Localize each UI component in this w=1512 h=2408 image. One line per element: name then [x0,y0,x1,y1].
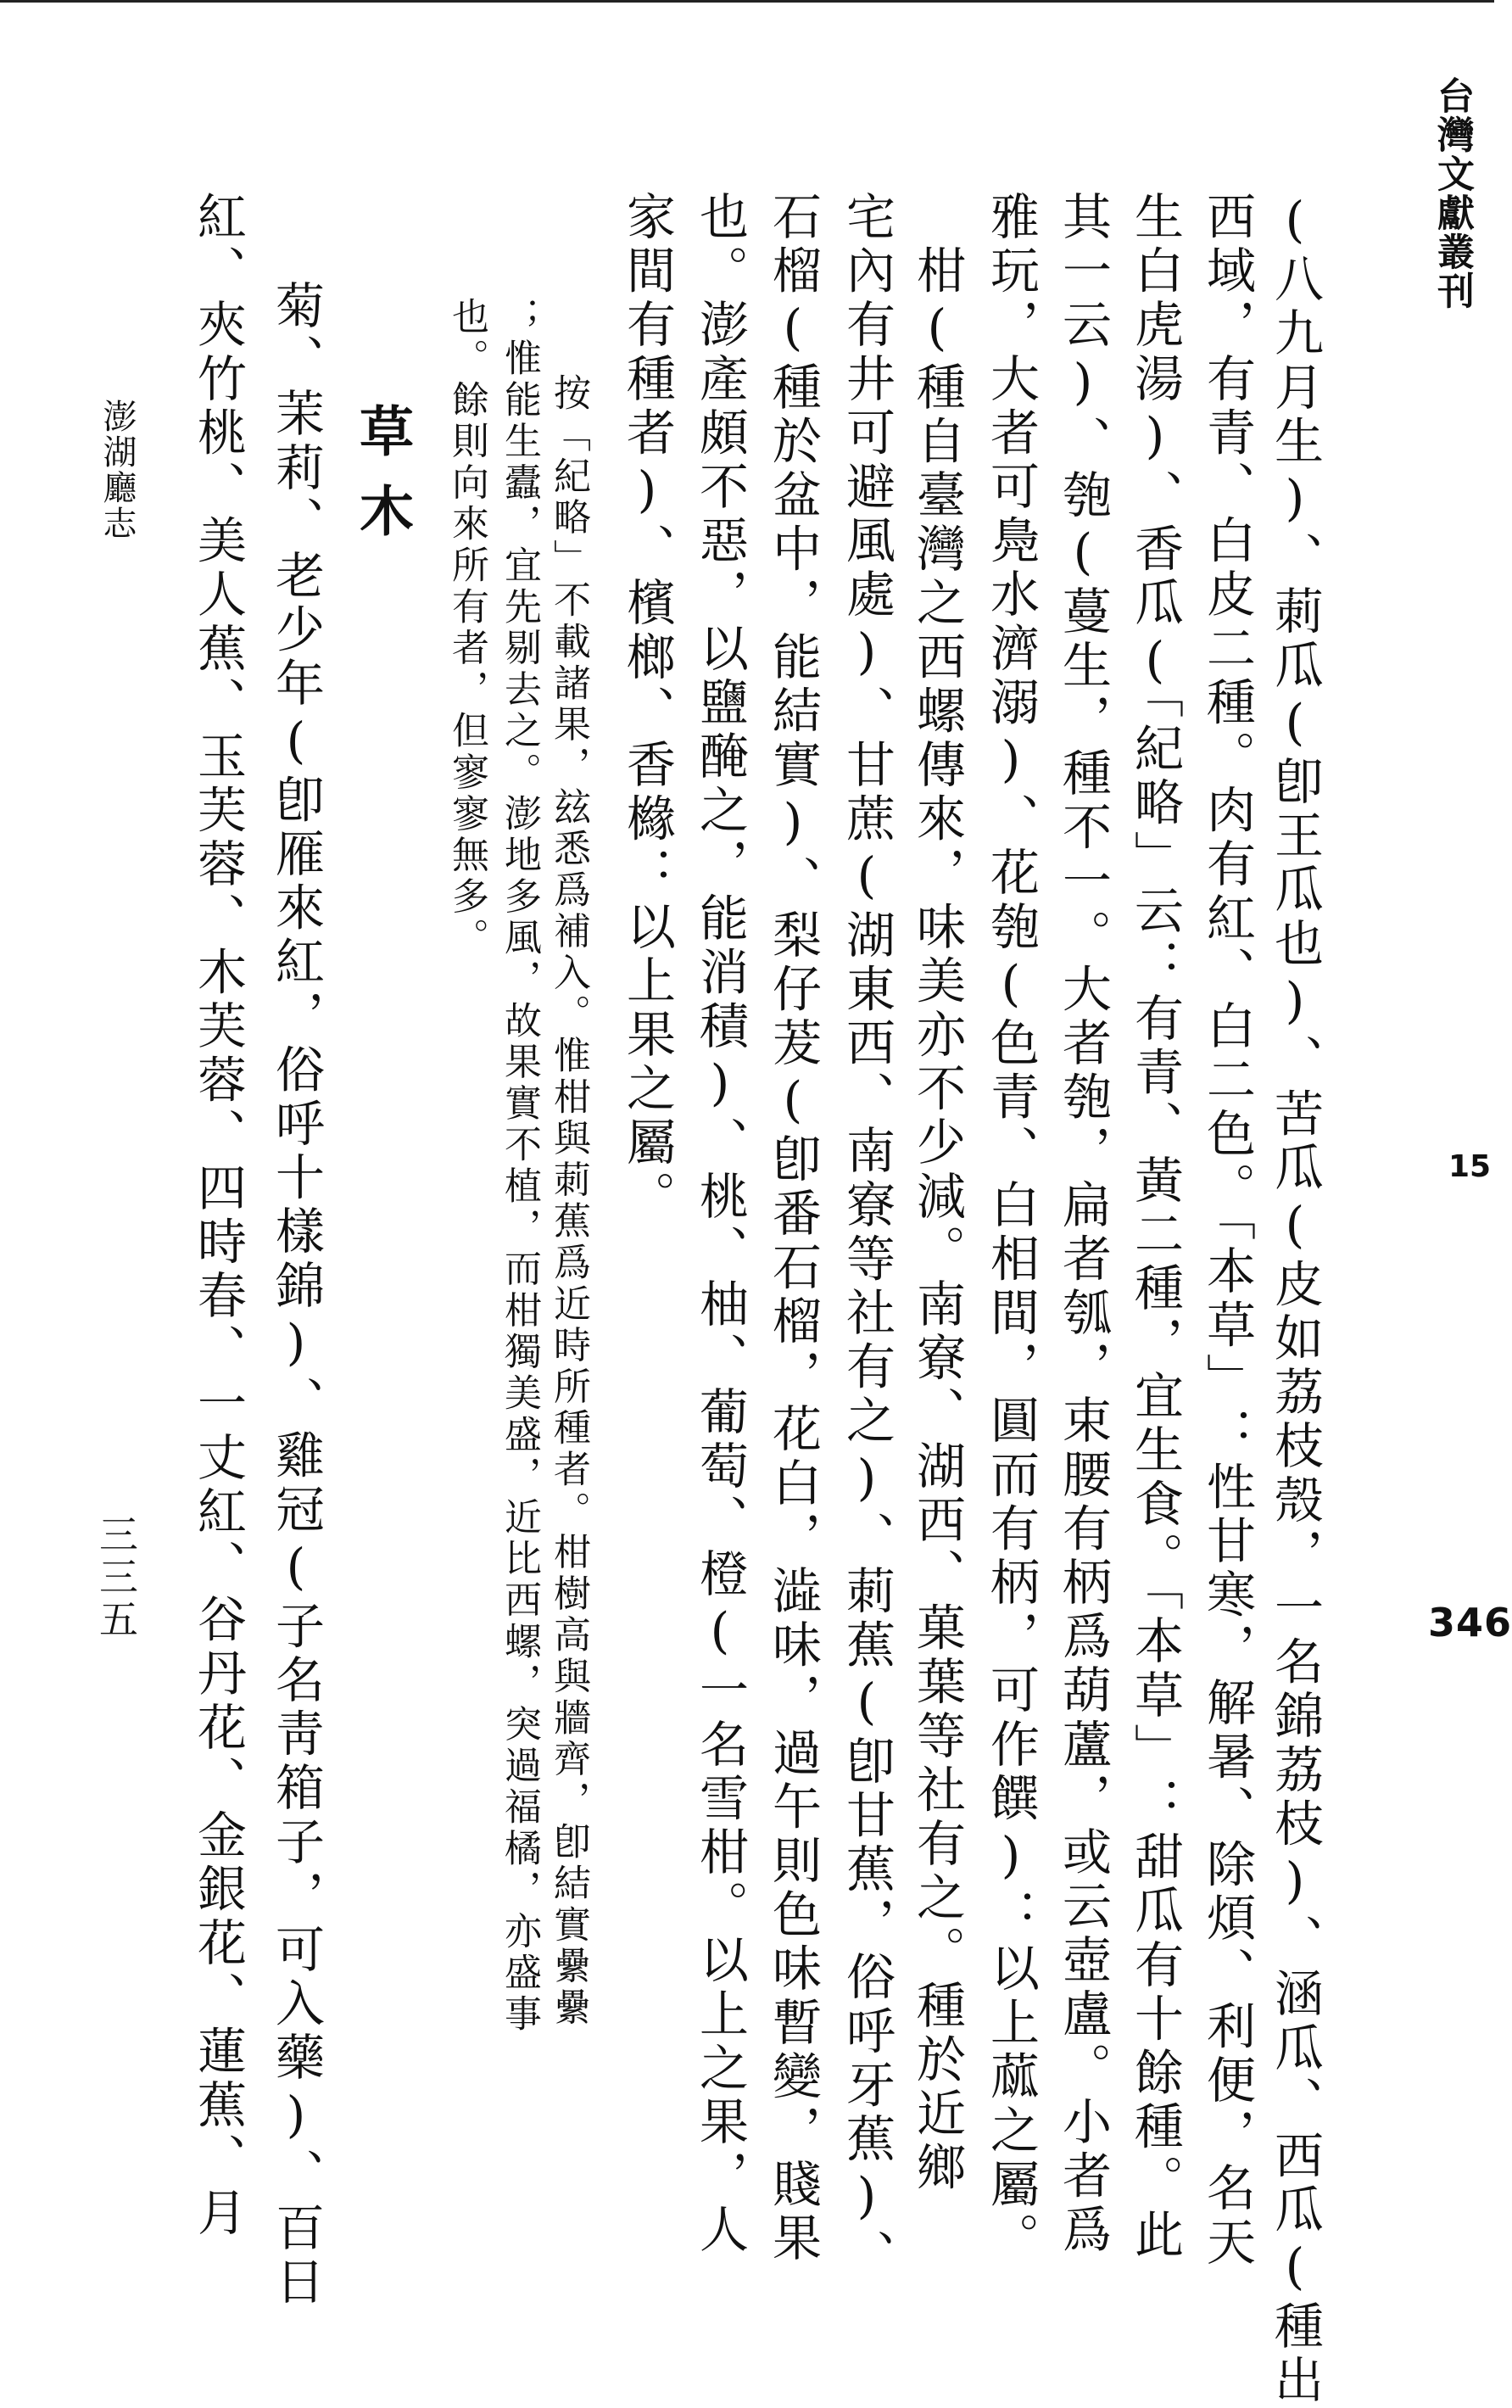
note-line: ；惟能生蠹，宜先剔去之。澎地多風，故果實不植，而柑獨美盛，近比西螺，突過福橘，亦盛事 [498,297,541,2036]
series-title: 台灣文獻叢刊 [1431,76,1474,310]
note-line: 也。餘則向來所有者，但寥寥無多。 [445,297,488,959]
note-line: 按「紀略」不載諸果，玆悉爲補入。惟柑與莿蕉爲近時所種者。柑樹高與牆齊，卽結實纍纍 [547,373,590,2029]
frame-marker: 15 [1448,1149,1492,1184]
section-text-column: 紅、夾竹桃、美人蕉、玉芙蓉、木芙蓉、四時春、一丈紅、谷丹花、金銀花、蓮蕉、月 [189,191,247,2241]
top-border-rule [0,0,1494,3]
text-column: 生白虎湯)、香瓜(「紀略」云：有青、黃二種，宜生食。「本草」：甜瓜有十餘種。此 [1126,191,1184,2263]
text-column: 雅玩，大者可鳧水濟溺)、花匏(色青、白相間，圓而有柄，可作饌)：以上蓏之屬。 [982,191,1040,2266]
text-column: (八九月生)、莿瓜(卽王瓜也)、苦瓜(皮如荔枝殼，一名錦荔枝)、涵瓜、西瓜(種出 [1266,191,1324,2408]
text-column: 也。澎產頗不惡，以鹽醃之，能消積)、桃、柚、葡萄、橙(一名雪柑。以上之果，人 [691,191,749,2258]
text-column: 其一云)、匏(蔓生，種不一。大者匏，扁者瓠，束腰有柄爲葫蘆，或云壺盧。小者爲 [1054,191,1112,2258]
text-column: 家間有種者)、檳榔、香櫞：以上果之屬。 [618,191,676,1225]
page-number: 三三五 [93,1514,139,1641]
sheet-mark: 346 [1428,1600,1512,1645]
text-column: 柑(種自臺灣之西螺傳來，味美亦不少減。南寮、湖西、菓葉等社有之。種於近鄉 [908,191,966,2196]
text-column: 西域，有青、白皮二種。肉有紅、白二色。「本草」：性甘寒，解暑、除煩、利便，名天 [1198,191,1256,2271]
section-text-column: 菊、茉莉、老少年(卽雁來紅，俗呼十樣錦)、雞冠(子名靑箱子，可入藥)、百日 [267,280,325,2310]
text-column: 宅內有井可避風處)、甘蔗(湖東西、南寮等社有之)、莿蕉(卽甘蕉，俗呼牙蕉)、 [838,191,895,2283]
book-title: 澎湖廳志 [98,399,137,541]
section-heading: 草木 [350,403,414,562]
text-column: 石榴(種於盆中，能結實)、梨仔茇(卽番石榴，花白，澁味，過午則色味暫變，賤果 [764,191,822,2266]
